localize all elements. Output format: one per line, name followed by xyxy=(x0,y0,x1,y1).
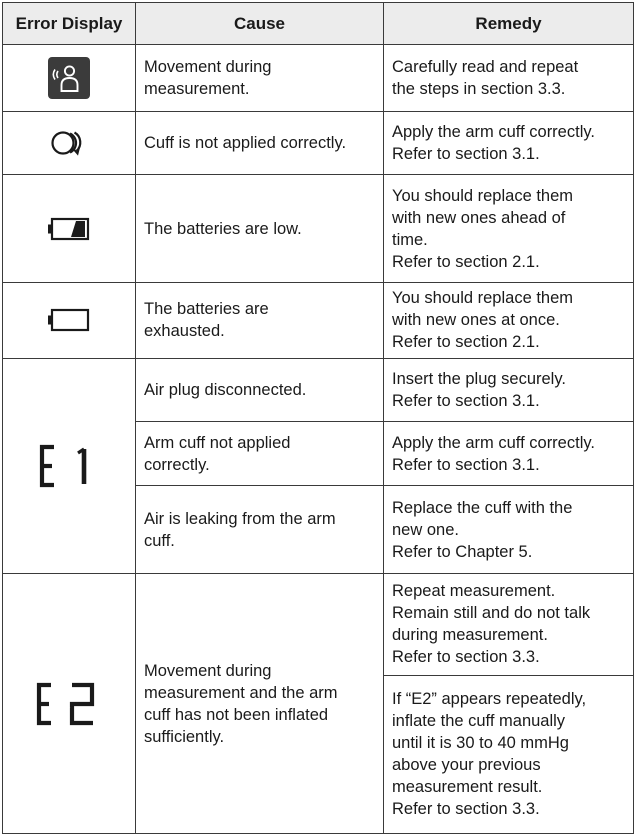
error-icon-cell xyxy=(3,282,136,358)
cause-e1-plug: Air plug disconnected. xyxy=(136,358,384,421)
table-row-battery-low xyxy=(3,175,634,282)
table-row-movement xyxy=(3,45,634,112)
remedy-e1-cuff: Apply the arm cuff correctly. Refer to section 3.1. xyxy=(384,421,634,485)
svg-text:E2: E2 xyxy=(69,707,71,709)
remedy-movement: Carefully read and repeat the steps in section 3.3. xyxy=(384,45,634,112)
remedy-e2-a: Repeat measurement. Remain still and do not talk during measurement. Refer to section 3.3. xyxy=(384,574,634,675)
error-icon-cell xyxy=(3,45,136,112)
header-error-display: Error Display xyxy=(3,3,136,45)
table-row-e1-plug xyxy=(3,358,634,421)
e1-display-icon xyxy=(39,444,99,488)
remedy-e1-plug: Insert the plug securely. Refer to section 3.1. xyxy=(384,358,634,421)
header-cause: Cause xyxy=(136,3,384,45)
cause-cuff: Cuff is not applied correctly. xyxy=(136,112,384,175)
header-remedy: Remedy xyxy=(384,3,634,45)
remedy-battery-empty: You should replace them with new ones at once. Refer to section 2.1. xyxy=(384,282,634,358)
table-row-cuff xyxy=(3,112,634,175)
svg-text:E1: E1 xyxy=(69,470,71,472)
error-icon-cell xyxy=(3,358,136,573)
cause-e2: Movement during measurement and the arm cuff has not been inflated sufficiently. xyxy=(136,574,384,834)
cause-battery-low: The batteries are low. xyxy=(136,175,384,282)
cause-movement: Movement during measurement. xyxy=(136,45,384,112)
error-display-table xyxy=(2,2,634,834)
table-row-e2-a xyxy=(3,574,634,675)
remedy-e1-leak: Replace the cuff with the new one. Refer to Chapter 5. xyxy=(384,486,634,574)
e2-display-icon xyxy=(36,682,102,726)
battery-empty-icon xyxy=(47,308,91,332)
remedy-cuff: Apply the arm cuff correctly. Refer to section 3.1. xyxy=(384,112,634,175)
remedy-e2-b: If “E2” appears repeatedly, inflate the cuff manually until it is 30 to 40 mmHg above your previous measurement result. Refer to section 3.3. xyxy=(384,675,634,833)
cause-e1-cuff: Arm cuff not applied correctly. xyxy=(136,421,384,485)
cuff-icon xyxy=(49,129,89,157)
header-row xyxy=(3,3,634,45)
error-icon-cell xyxy=(3,112,136,175)
remedy-battery-low: You should replace them with new ones ahead of time. Refer to section 2.1. xyxy=(384,175,634,282)
error-icon-cell xyxy=(3,175,136,282)
cause-battery-empty: The batteries are exhausted. xyxy=(136,282,384,358)
cause-e1-leak: Air is leaking from the arm cuff. xyxy=(136,486,384,574)
movement-person-icon xyxy=(48,57,90,99)
table-row-battery-empty xyxy=(3,282,634,358)
battery-low-icon xyxy=(47,217,91,241)
error-icon-cell xyxy=(3,574,136,834)
